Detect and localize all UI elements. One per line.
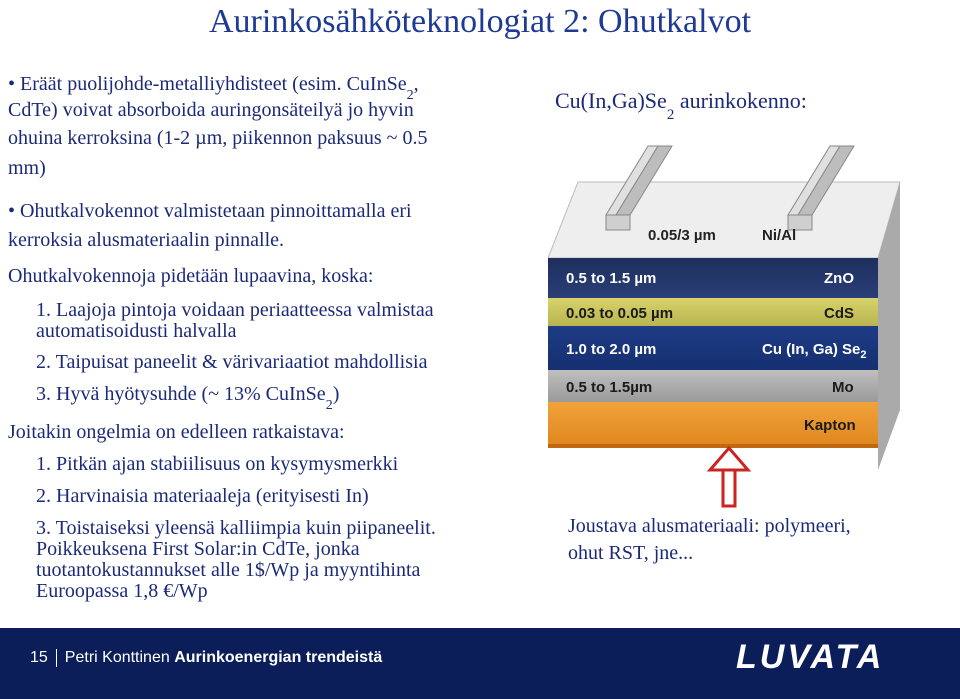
- bullet-1-line-2: CdTe) voivat absorboida auringonsäteilyä jo hyvin: [8, 99, 414, 121]
- problems-heading: Joitakin ongelmia on edelleen ratkaistava:: [8, 421, 345, 443]
- problem-3-line-3: tuotantokustannukset alle 1$/Wp ja myyntihinta: [36, 559, 421, 581]
- bullet-1-line-1: • Eräät puolijohde-metalliyhdisteet (esim. CuInSe$_2$,: [8, 73, 419, 103]
- problem-3-line-4: Euroopassa 1,8 €/Wp: [36, 580, 208, 602]
- substrate-note-line-2: ohut RST, jne...: [568, 542, 694, 564]
- bullet-1-line-3: ohuina kerroksina (1-2 µm, piikennon paksuus ~ 0.5: [8, 127, 428, 149]
- layer-cigs-material: Cu (In, Ga) $Se_2$: [762, 341, 867, 361]
- layer-cigs-thickness: 1.0 to 2.0 µm: [566, 341, 657, 358]
- substrate-arrow-icon: [710, 448, 748, 506]
- layer-mo-thickness: 0.5 to 1.5µm: [566, 379, 653, 396]
- layer-kapton-material: Kapton: [804, 417, 856, 434]
- problem-2: 2. Harvinaisia materiaaleja (erityisesti In): [36, 485, 369, 507]
- bullet-2-line-2: kerroksia alusmateriaalin pinnalle.: [8, 229, 285, 251]
- layer-ni-al-material: Ni/Al: [762, 227, 797, 244]
- layer-cds-thickness: 0.03 to 0.05 µm: [566, 305, 674, 322]
- reason-1-line-1: 1. Laajoja pintoja voidaan periaatteessa valmistaa: [36, 299, 434, 321]
- cigs-cell-layer-diagram: [548, 140, 918, 510]
- cell-diagram-label: $Cu(In,Ga)Se_2$ aurinkokenno:: [555, 88, 807, 124]
- layer-ni-al-thickness: 0.05/3 µm: [648, 227, 716, 244]
- reasons-heading: Ohutkalvokennoja pidetään lupaavina, koska:: [8, 265, 374, 287]
- layer-zno-material: ZnO: [824, 270, 854, 287]
- bullet-1-line-4: mm): [8, 157, 46, 179]
- layer-cds-material: CdS: [824, 305, 854, 322]
- footer-bar: [0, 628, 960, 699]
- reason-2: 2. Taipuisat paneelit & värivariaatiot mahdollisia: [36, 351, 428, 373]
- footer-text: [30, 649, 382, 667]
- problem-1: 1. Pitkän ajan stabiilisuus on kysymysmerkki: [36, 453, 399, 475]
- bullet-2-line-1: • Ohutkalvokennot valmistetaan pinnoittamalla eri: [8, 200, 412, 222]
- footer-topic: Aurinkoenergian trendeistä: [174, 649, 383, 667]
- cell-top-surface: [548, 182, 900, 258]
- substrate-note: [568, 513, 851, 567]
- problem-3-line-1: 3. Toistaiseksi yleensä kalliimpia kuin piipaneelit.: [36, 517, 436, 539]
- layer-zno-thickness: 0.5 to 1.5 µm: [566, 270, 657, 287]
- problem-3-line-2: Poikkeuksena First Solar:in CdTe, jonka: [36, 538, 360, 560]
- reason-1-line-2: automatisoidusti halvalla: [36, 320, 237, 342]
- reason-3: 3. Hyvä hyötysuhde (~ 13% CuInSe$_2$): [36, 383, 340, 413]
- substrate-note-line-1: Joustava alusmateriaali: polymeeri,: [568, 515, 851, 537]
- page-number: 15: [30, 649, 48, 667]
- footer-author: Petri Konttinen: [64, 649, 170, 667]
- luvata-logo: LUVATA: [736, 638, 885, 676]
- layer-mo-material: Mo: [832, 379, 854, 396]
- slide-title: Aurinkosähköteknologiat 2: Ohutkalvot: [208, 3, 752, 40]
